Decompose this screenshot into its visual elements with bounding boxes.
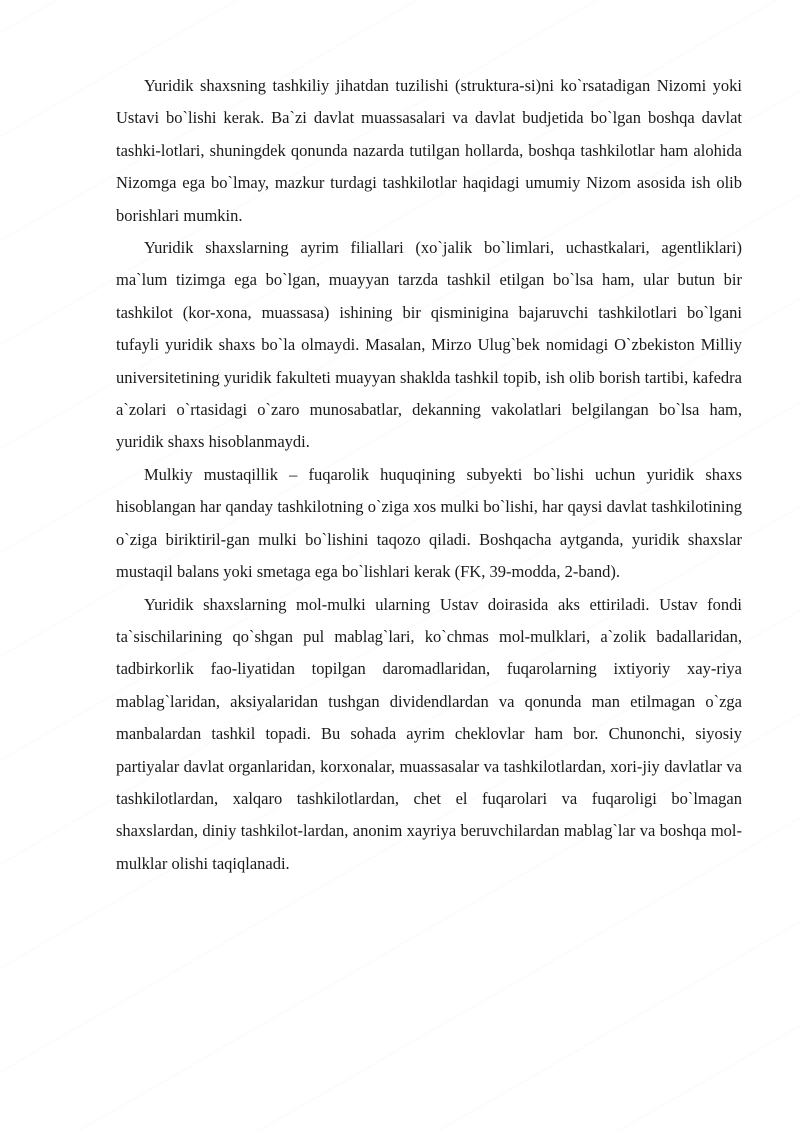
paragraph-filiallar: Yuridik shaxslarning ayrim filiallari (xo`jalik bo`limlari, uchastkalari, agentliklari) ma`lum tizimga ega bo`lgan, muayyan tarzda tashkil etilgan bo`lsa ham, ular butun bir tashkilot (kor-xona, muassasa) ishining bir qisminigina bajaruvchi tashkilotlari bo`lgani tufayli yuridik shaxs bo`la olmaydi. Masalan, Mirzo Ulug`bek nomidagi O`zbekiston Milliy universitetining yuridik fakulteti muayyan shaklda tashkil topib, ish olib borish tartibi, kafedra a`zolari o`rtasidagi o`zaro munosabatlar, dekanning vakolatlari belgilangan bo`lsa ham, yuridik shaxs hisoblanmaydi. <box>116 238 742 452</box>
paragraph-nizom-ustav: Yuridik shaxsning tashkiliy jihatdan tuzilishi (struktura-si)ni ko`rsatadigan Nizomi yoki Ustavi bo`lishi kerak. Ba`zi davlat muassasalari va davlat budjetida bo`lgan boshqa davlat tashki-lotlari, shuningdek qonunda nazarda tutilgan hollarda, boshqa tashkilotlar ham alohida Nizomga ega bo`lmay, mazkur turdagi tashkilotlar haqidagi umumiy Nizom asosida ish olib borishlari mumkin. <box>116 76 742 225</box>
paragraph-mulkiy-mustaqillik: Mulkiy mustaqillik – fuqarolik huquqining subyekti bo`lishi uchun yuridik shaxs hisoblangan har qanday tashkilotning o`ziga xos mulki bo`lishi, har qaysi davlat tashkilotining o`ziga biriktiril-gan mulki bo`lishini taqozo qiladi. Boshqacha aytganda, yuridik shaxslar mustaqil balans yoki smetaga ega bo`lishlari kerak (FK, 39-modda, 2-band). <box>116 464 742 582</box>
paragraph-mol-mulk: Yuridik shaxslarning mol-mulki ularning Ustav doirasida aks ettiriladi. Ustav fondi ta`sischilarining qo`shgan pul mablag`lari, ko`chmas mol-mulklari, a`zolik badallaridan, tadbirkorlik fao-liyatidan topilgan daromadlaridan, fuqarolarning ixtiyoriy xay-riya mablag`laridan, aksiyalaridan tushgan dividendlardan va qonunda man etilmagan o`zga manbalardan tashkil topadi. Bu sohada ayrim cheklovlar ham bor. Chunonchi, siyosiy partiyalar davlat organlaridan, korxonalar, muassasalar va tashkilotlardan, xori-jiy davlatlar va tashkilotlardan, xalqaro tashkilotlardan, chet el fuqarolari va fuqaroligi bo`lmagan shaxslardan, diniy tashkilot-lardan, anonim xayriya beruvchilardan mablag`lar va boshqa mol-mulklar olishi taqiqlanadi. <box>116 594 742 873</box>
document-body <box>116 70 742 880</box>
